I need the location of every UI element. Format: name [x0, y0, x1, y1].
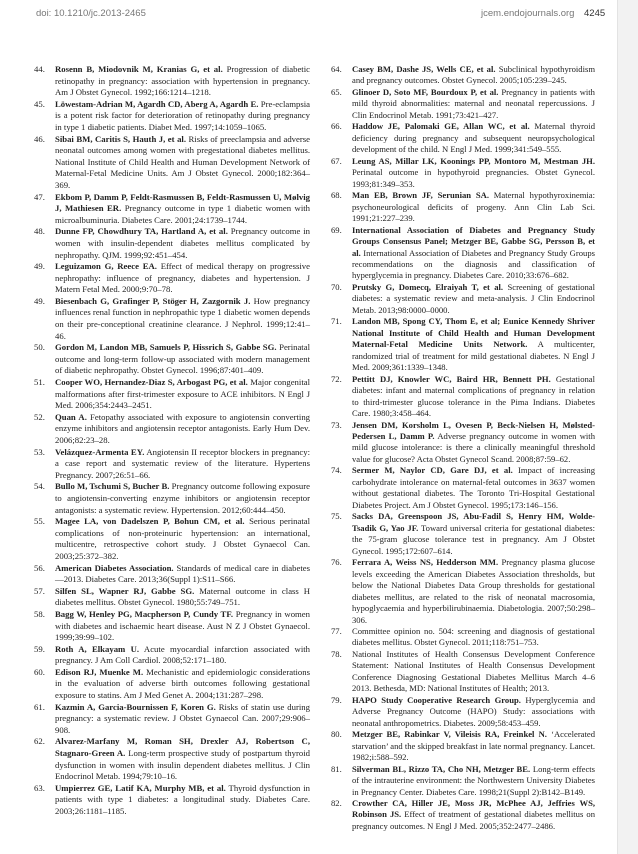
- reference-number: 77.: [331, 625, 342, 636]
- reference-number: 67.: [331, 155, 342, 166]
- reference-text: Progression of diabetic retinopathy in pregnancy: association with hypertension in pregnancy. Am J Obstet Gynecol. 1992;166:1214–1218.: [55, 64, 310, 98]
- reference-item: [331, 374, 595, 420]
- reference-authors: Rosenn B, Miodovnik M, Kranias G, et al.: [55, 64, 223, 74]
- reference-text: Pregnancy in women with diabetes and ischaemic heart disease. Aust N Z J Obstet Gynaecol. 1999;39:99–102.: [55, 608, 311, 643]
- reference-text: Maternal thyroid deficiency during pregnancy and subsequent neuropsychological development of the child. N Engl J Med. 1999;341:549–555.: [352, 121, 595, 155]
- reference-item: [331, 729, 595, 763]
- reference-number: 74.: [331, 465, 342, 476]
- journal-url[interactable]: jcem.endojournals.org: [481, 8, 575, 19]
- reference-text: Major congenital malformations after first-trimester exposure to ACE inhibitors. N Engl J Med. 2006;354:2443–2451.: [55, 377, 310, 411]
- reference-text: Effect of treatment of gestational diabetes mellitus on pregnancy outcomes. N Engl J Med. 2005;352:2477–2486.: [352, 809, 595, 831]
- reference-text: Thyroid dysfunction in patients with type 1 diabetes: a longitudinal study. Diabetes Care. 2003;26:1181–1185.: [55, 782, 311, 816]
- reference-text: Risks of statin use during pregnancy: a systematic review. J Obstet Gynaecol Can. 2007;29:906–908.: [55, 701, 310, 735]
- reference-text: ‘Accelerated starvation’ and the skipped breakfast in late normal pregnancy. Lancet. 1982;i:588–592.: [352, 729, 595, 763]
- reference-authors: Magee LA, von Dadelszen P, Bohun CM, et al.: [55, 516, 245, 527]
- reference-item: [34, 64, 310, 99]
- reference-text: Maternal outcome in class H diabetes mellitus. Obstet Gynecol. 1980;55:749–751.: [55, 585, 310, 608]
- reference-authors: Casey BM, Dashe JS, Wells CE, et al.: [352, 64, 496, 74]
- reference-authors: Haddow JE, Palomaki GE, Allan WC, et al.: [352, 121, 530, 132]
- reference-item: [34, 377, 310, 412]
- reference-number: 81.: [331, 763, 342, 774]
- reference-item: [331, 798, 595, 832]
- reference-text: Pregnancy in patients with mild thyroid abnormalities: maternal and neonatal repercussions. J Clin Endocrinol Metab. 1991;73:421–427.: [352, 86, 595, 120]
- reference-item: [331, 316, 595, 373]
- reference-item: [34, 192, 310, 227]
- reference-number: 53.: [34, 446, 45, 457]
- reference-number: 80.: [331, 729, 342, 740]
- reference-number: 44.: [34, 64, 45, 74]
- reference-number: 60.: [34, 666, 45, 677]
- reference-text: Committee opinion no. 504: screening and diagnosis of gestational diabetes mellitus. Obstet Gynecol. 2011;118:751–753.: [352, 625, 595, 648]
- reference-authors: Dunne FP, Chowdhury TA, Hartland A, et al.: [55, 226, 228, 237]
- reference-authors: Cooper WO, Hernandez-Diaz S, Arbogast PG, et al.: [55, 377, 248, 388]
- reference-text: Fetopathy associated with exposure to angiotensin converting enzyme inhibitors and angiotensin receptor antagonists. Early Hum Dev. 2006;82:23–28.: [55, 411, 311, 445]
- doi-label[interactable]: doi: 10.1210/jc.2013-2465: [36, 8, 146, 19]
- reference-item: [34, 296, 310, 342]
- reference-text: Subclinical hypothyroidism and pregnancy outcomes. Obstet Gynecol. 2005;105:239–245.: [352, 64, 596, 86]
- reference-number: 55.: [34, 516, 45, 527]
- reference-item: [34, 99, 310, 134]
- reference-authors: Bullo M, Tschumi S, Bucher B.: [55, 481, 170, 492]
- reference-text: Standards of medical care in diabetes—2013. Diabetes Care. 2013;36(Suppl 1):S11–S66.: [55, 562, 310, 585]
- reference-authors: Gordon M, Landon MB, Samuels P, Hissrich S, Gabbe SG.: [55, 342, 277, 353]
- reference-number: 54.: [34, 481, 45, 492]
- reference-text: Long-term effects of the intrauterine environment: the Northwestern University Diabetes in Pregnancy Center. Diabetes Care. 1998;21(Suppl 2):B142–B149.: [352, 763, 595, 797]
- reference-number: 69.: [331, 224, 342, 235]
- reference-item: [331, 649, 595, 695]
- reference-number: 58.: [34, 608, 45, 619]
- reference-authors: Ferrara A, Weiss NS, Hedderson MM.: [352, 557, 499, 568]
- reference-item: [34, 586, 310, 609]
- reference-text: Pre-eclampsia is a potent risk factor for deterioration of retinopathy during pregnancy in type 1 diabetic patients. Diabet Med. 1997;14:1059–1065.: [55, 98, 310, 132]
- reference-number: 48.: [34, 226, 45, 237]
- reference-number: 46.: [34, 133, 45, 144]
- reference-item: [34, 481, 310, 516]
- reference-item: [34, 667, 310, 702]
- reference-number: 49.: [34, 295, 45, 306]
- reference-number: 52.: [34, 411, 45, 422]
- reference-number: 56.: [34, 562, 45, 573]
- reference-authors: Edison RJ, Muenke M.: [55, 666, 144, 677]
- reference-authors: HAPO Study Cooperative Research Group.: [352, 694, 521, 705]
- reference-text: International Association of Diabetes and Pregnancy Study Groups recommendations on the diagnosis and classification of hyperglycemia in pregnancy. Diabetes Care. 2010;33:676–682.: [352, 247, 595, 281]
- reference-text: Maternal hypothyroxinemia: psychoneurological deficits of progeny. Ann Clin Lab Sci. 1991;21:227–239.: [352, 190, 595, 224]
- reference-authors: Bagg W, Henley PG, Macpherson P, Cundy TF.: [55, 608, 234, 619]
- reference-number: 57.: [34, 585, 45, 596]
- reference-number: 64.: [331, 64, 342, 74]
- reference-number: 71.: [331, 316, 342, 327]
- reference-number: 62.: [34, 736, 45, 747]
- reference-item: [34, 226, 310, 261]
- reference-number: 63.: [34, 782, 45, 793]
- reference-text: Perinatal outcome in hypothyroid pregnancies. Obstet Gynecol. 1993;81:349–353.: [352, 167, 595, 189]
- reference-number: 75.: [331, 511, 342, 522]
- reference-number: 70.: [331, 281, 342, 292]
- reference-text: Pregnancy outcome in women with insulin-dependent diabetes mellitus complicated by nephropathy. QJM. 1999;92:451–454.: [55, 226, 310, 260]
- reference-number: 61.: [34, 701, 45, 712]
- reference-number: 45.: [34, 98, 45, 109]
- reference-number: 51.: [34, 377, 45, 388]
- reference-item: [331, 156, 595, 190]
- reference-authors: Biesenbach G, Grafinger P, Stöger H, Zazgornik J.: [55, 295, 251, 306]
- reference-text: Pregnancy outcome in type 1 diabetic women with microalbuminuria. Diabetes Care. 2001;24:1739–1744.: [55, 203, 310, 225]
- reference-number: 65.: [331, 86, 342, 97]
- reference-text: Angiotensin II receptor blockers in pregnancy: a case report and systematic review of the literature. Hypertens Pregnancy. 2007;26:51–66.: [55, 446, 311, 480]
- reference-authors: Alvarez-Marfany M, Roman SH, Drexler AJ, Robertson C, Stagnaro-Green A.: [55, 736, 310, 759]
- reference-authors: Sacks DA, Greenspoon JS, Abu-Fadil S, Henry HM, Wolde-Tsadik G, Yao JF.: [352, 511, 595, 533]
- reference-item: [331, 190, 595, 224]
- reference-number: 73.: [331, 419, 342, 430]
- reference-number: 68.: [331, 190, 342, 201]
- reference-item: [331, 87, 595, 121]
- reference-authors: Leung AS, Millar LK, Koonings PP, Montoro M, Mestman JH.: [352, 155, 595, 166]
- reference-authors: Jensen DM, Korsholm L, Ovesen P, Beck-Nielsen H, Mølsted-Pedersen L, Damm P.: [352, 419, 595, 441]
- reference-item: [34, 134, 310, 192]
- reference-item: [34, 736, 310, 782]
- reference-text: Long-term prospective study of postpartum thyroid dysfunction in women with insulin dependent diabetes mellitus. J Clin Endocrinol Metab. 1994;79:10–16.: [55, 748, 310, 782]
- reference-item: [331, 695, 595, 729]
- reference-item: [331, 557, 595, 626]
- reference-authors: Ekbom P, Damm P, Feldt-Rasmussen B, Feldt-Rasmussen U, Mølvig J, Mathiesen ER.: [55, 191, 310, 214]
- reference-item: [331, 465, 595, 511]
- reference-item: [34, 412, 310, 447]
- reference-text: Pregnancy outcome following exposure to angiotensin-converting enzyme inhibitors or angiotensin receptor antagonists: a systematic review. Hypertension. 2012;60:444–450.: [55, 481, 310, 515]
- reference-authors: Pettitt DJ, Knowler WC, Baird HR, Bennett PH.: [352, 373, 551, 384]
- side-margin-bar: [617, 0, 638, 854]
- reference-item: [34, 342, 310, 377]
- reference-authors: Leguizamon G, Reece EA.: [55, 261, 157, 272]
- reference-authors: Roth A, Elkayam U.: [55, 643, 140, 654]
- reference-item: [331, 626, 595, 649]
- reference-authors: Man EB, Brown JF, Serunian SA.: [352, 190, 489, 201]
- reference-text: Impact of increasing carbohydrate intolerance on maternal-fetal outcomes in 3637 women without gestational diabetes. The Toronto Tri-Hospital Gestational Diabetes Project. Am J Obstet Gynecol. 1995;173:146–156.: [352, 465, 595, 510]
- reference-item: [34, 702, 310, 737]
- reference-item: [34, 261, 310, 296]
- reference-text: Hyperglycemia and Adverse Pregnancy Outcome (HAPO) Study: associations with neonatal anthropometrics. Diabetes. 2009;58:453–459.: [352, 694, 595, 728]
- page-header: [0, 0, 618, 24]
- reference-text: A multicenter, randomized trial of treatment for mild gestational diabetes. N Engl J Med. 2009;361:1339–1348.: [352, 339, 595, 373]
- reference-item: [34, 516, 310, 562]
- reference-text: Screening of gestational diabetes: a systematic review and meta-analysis. J Clin Endocrinol Metab. 2013;98:0000–0000.: [352, 281, 596, 315]
- reference-item: [34, 609, 310, 644]
- reference-item: [34, 783, 310, 818]
- reference-authors: Landon MB, Spong CY, Thom E, et al; Eunice Kennedy Shriver National Institute of Child Health and Human Development Maternal-Fetal Medicine Units Network.: [352, 316, 595, 350]
- reference-text: National Institutes of Health Consensus Development Conference Statement: National Institutes of Health Consensus Development Conference Diagnosing Gestational Diabetes Mellitus March 4–6 2013. Bethesda, MD: National Institutes of Health; 2013.: [352, 648, 595, 694]
- reference-text: Risks of preeclampsia and adverse neonatal outcomes among women with pregestational diabetes mellitus. National Institute of Child Health and Human Development Network of Maternal-Fetal Medicine Units. Am J Obstet Gynecol. 2000;182:364–369.: [55, 133, 310, 190]
- reference-authors: Silverman BL, Rizzo TA, Cho NH, Metzger BE.: [352, 763, 531, 774]
- reference-item: [331, 121, 595, 155]
- reference-authors: Löwestam-Adrian M, Agardh CD, Aberg A, Agardh E.: [55, 98, 259, 109]
- reference-authors: Silfen SL, Wapner RJ, Gabbe SG.: [55, 585, 195, 596]
- reference-authors: American Diabetes Association.: [55, 562, 174, 573]
- reference-item: [331, 64, 595, 87]
- reference-text: Effect of medical therapy on progressive nephropathy: influence of pregnancy, diabetes and hypertension. J Matern Fetal Med. 2000;9:70–78.: [55, 261, 310, 295]
- reference-text: Perinatal outcome and long-term follow-up associated with modern management of diabetic nephropathy. Obstet Gynecol. 1996;87:401–409.: [55, 342, 310, 376]
- reference-text: Mechanistic and epidemiologic considerations in the evaluation of adverse birth outcomes following gestational exposure to statins. Am J Med Genet A. 2004;131:287–298.: [55, 666, 310, 701]
- reference-text: How pregnancy influences renal function in nephropathic type 1 diabetic women depends on their pre-conceptional creatinine clearance. J Nephrol. 1999;12:41–46.: [55, 295, 311, 341]
- reference-authors: Prutsky G, Domecq, Elraiyah T, et al.: [352, 281, 504, 292]
- reference-number: 50.: [34, 342, 45, 353]
- page-number: 4245: [584, 8, 606, 19]
- reference-text: Acute myocardial infarction associated with pregnancy. J Am Coll Cardiol. 2008;52:171–180.: [55, 643, 311, 666]
- reference-authors: Sermer M, Naylor CD, Gare DJ, et al.: [352, 465, 513, 476]
- reference-authors: Umpierrez GE, Latif KA, Murphy MB, et al.: [55, 782, 226, 793]
- reference-number: 82.: [331, 798, 342, 808]
- reference-authors: Metzger BE, Rabinkar V, Vileisis RA, Freinkel N.: [352, 729, 547, 740]
- reference-item: [331, 764, 595, 798]
- reference-authors: Velázquez-Armenta EY.: [55, 446, 145, 457]
- reference-item: [331, 225, 595, 282]
- reference-number: 76.: [331, 557, 342, 568]
- reference-item: [34, 563, 310, 586]
- reference-number: 59.: [34, 643, 45, 654]
- reference-number: 47.: [34, 191, 45, 202]
- reference-item: [331, 282, 595, 316]
- reference-text: Gestational diabetes: infant and maternal complications of pregnancy in relation to third-trimester glucose tolerance in the Pima Indians. Diabetes Care. 1980;3:458–464.: [352, 373, 595, 419]
- reference-authors: Kazmin A, Garcia-Bournissen F, Koren G.: [55, 701, 216, 712]
- reference-number: 72.: [331, 373, 342, 384]
- reference-authors: Sibai BM, Caritis S, Hauth J, et al.: [55, 133, 186, 144]
- references-left-column: [34, 64, 310, 818]
- reference-text: Toward universal criteria for gestational diabetes: the 75-gram glucose tolerance test in pregnancy. Am J Obstet Gynecol. 1995;172:607–614.: [352, 522, 596, 556]
- reference-item: [331, 420, 595, 466]
- reference-item: [34, 644, 310, 667]
- reference-number: 79.: [331, 694, 342, 705]
- reference-number: 78.: [331, 648, 342, 659]
- reference-text: Serious perinatal complications of non-proteinuric hypertension: an international, multicentre, retrospective cohort study. J Obstet Gynaecol Can. 2003;25:372–382.: [55, 516, 311, 561]
- reference-text: Adverse pregnancy outcome in women with mild glucose intolerance: is there a clinically meaningful threshold value for glucose? Acta Obstet Gynecol Scand. 2008;87:59–62.: [352, 431, 595, 464]
- reference-authors: International Association of Diabetes and Pregnancy Study Groups Consensus Panel; Metzger BE, Gabbe SG, Persson B, et al.: [352, 224, 595, 258]
- reference-item: [34, 447, 310, 482]
- reference-number: 66.: [331, 121, 342, 132]
- reference-text: Pregnancy plasma glucose levels exceeding the American Diabetes Association thresholds, but below the National Diabetes Data Group thresholds for gestational diabetes mellitus, are related to the risk of neonatal macrosomia, hypoglycaemia and hyperbilirubinaemia. Diabetologia. 2007;50:298–306.: [352, 557, 595, 625]
- reference-authors: Crowther CA, Hiller JE, Moss JR, McPhee AJ, Jeffries WS, Robinson JS.: [352, 798, 595, 820]
- reference-item: [331, 511, 595, 557]
- reference-authors: Glinoer D, Soto MF, Bourdoux P, et al.: [352, 86, 499, 97]
- references-right-column: [331, 64, 595, 832]
- reference-authors: Quan A.: [55, 411, 87, 422]
- reference-number: 49.: [34, 261, 45, 272]
